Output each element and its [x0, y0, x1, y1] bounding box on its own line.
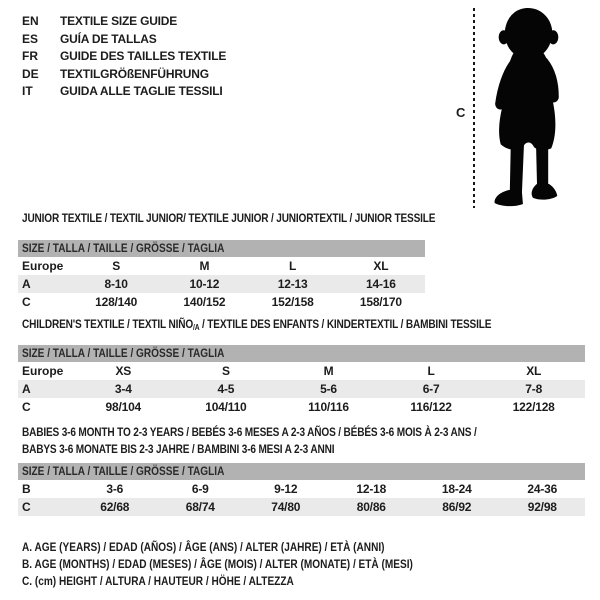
size-cell: S [221, 364, 230, 378]
size-cell: XS [115, 364, 132, 378]
height-cell: 86/92 [442, 500, 472, 514]
row-label: C [22, 500, 31, 514]
size-header-row [18, 240, 425, 257]
children-title-post: / TEXTILE DES ENFANTS / KINDERTEXTIL / BAMBINI TESSILE [199, 317, 492, 331]
age-cell: 8-10 [104, 277, 128, 291]
age-cell: 14-16 [366, 277, 396, 291]
row-label: C [22, 295, 31, 309]
age-cell: 7-8 [525, 382, 543, 396]
row-label: A [22, 382, 31, 396]
babies-title-line2-text: BABYS 3-6 MONATE BIS 2-3 JAHRE / BAMBINI 3-6 MESI A 2-3 ANNI [22, 442, 335, 456]
height-cell: 104/110 [205, 400, 247, 414]
size-header-row [18, 463, 585, 480]
children-title-pre: CHILDREN'S TEXTILE / TEXTIL NIÑO [22, 317, 194, 331]
height-cell: 110/116 [308, 400, 349, 414]
row-label: C [22, 400, 31, 414]
toddler-silhouette-icon [479, 6, 581, 208]
language-label: TEXTILGRÖßENFÜHRUNG [60, 66, 209, 81]
age-cell: 4-5 [217, 382, 235, 396]
language-row [22, 48, 226, 66]
height-cell: 140/152 [183, 295, 226, 309]
height-cell: 98/104 [105, 400, 142, 414]
size-cell: L [427, 364, 435, 378]
age-cell: 24-36 [527, 482, 558, 496]
height-cell: 152/158 [271, 295, 314, 309]
age-cell: 18-24 [441, 482, 472, 496]
babies-section-title-line1 [22, 425, 563, 439]
height-cell: 92/98 [527, 500, 557, 514]
children-size-table [18, 345, 585, 416]
language-code: ES [22, 31, 39, 46]
size-cell: L [289, 259, 297, 273]
table-row [18, 257, 425, 275]
footnote-b [22, 556, 487, 573]
height-measure-line [473, 8, 475, 208]
age-cell: 5-6 [320, 382, 337, 396]
height-cell: 128/140 [95, 295, 138, 309]
age-cell: 3-6 [106, 482, 124, 496]
footnote-a [22, 539, 487, 556]
table-row [18, 293, 425, 311]
language-row [22, 13, 226, 31]
children-section-title-text [22, 317, 491, 332]
language-code: FR [22, 49, 38, 63]
size-cell: M [199, 259, 210, 273]
row-label: Europe [22, 364, 64, 378]
age-cell: 6-9 [191, 482, 209, 496]
size-cell: XL [526, 364, 542, 378]
language-label: GUÍA DE TALLAS [60, 31, 157, 46]
table-row [18, 362, 585, 380]
table-row [18, 498, 585, 516]
language-code: EN [22, 14, 39, 28]
language-code: DE [22, 66, 39, 81]
size-cell: S [112, 259, 121, 273]
age-cell: 6-7 [422, 382, 440, 396]
language-code: IT [22, 84, 33, 98]
table-row [18, 275, 425, 293]
size-cell: XL [373, 259, 389, 273]
size-cell: M [323, 364, 334, 378]
height-cell: 116/122 [410, 400, 452, 414]
language-label: TEXTILE SIZE GUIDE [60, 14, 178, 28]
size-header-row [18, 345, 585, 362]
row-label: A [22, 277, 31, 291]
height-measure-label: C [456, 105, 466, 120]
height-cell: 158/170 [359, 295, 402, 309]
junior-section-title-text: JUNIOR TEXTILE / TEXTIL JUNIOR/ TEXTILE JUNIOR / JUNIORTEXTIL / JUNIOR TESSILE [22, 211, 436, 225]
row-label: Europe [22, 259, 64, 273]
height-cell: 122/128 [512, 400, 555, 414]
age-cell: 12-18 [356, 482, 387, 496]
footnote-a-text: A. AGE (YEARS) / EDAD (AÑOS) / ÂGE (ANS) / ALTER (JAHRE) / ETÀ (ANNI) [22, 540, 385, 554]
footnotes [22, 539, 487, 590]
footnote-b-text: B. AGE (MONTHS) / EDAD (MESES) / ÂGE (MOIS) / ALTER (MONATE) / ETÀ (MESI) [22, 557, 413, 571]
age-cell: 12-13 [277, 277, 308, 291]
height-cell: 68/74 [185, 500, 215, 514]
language-list [22, 13, 226, 101]
babies-title-line1-text: BABIES 3-6 MONTH TO 2-3 YEARS / BEBÉS 3-6 MESES A 2-3 AÑOS / BÉBÉS 3-6 MOIS À 2-3 ANS / [22, 425, 477, 439]
babies-section-title-line2 [22, 442, 394, 456]
language-row [22, 83, 226, 101]
children-title-sub: /A [193, 323, 200, 332]
height-cell: 80/86 [356, 500, 386, 514]
age-cell: 10-12 [189, 277, 220, 291]
size-header-text: SIZE / TALLA / TAILLE / GRÖSSE / TAGLIA [22, 346, 225, 360]
junior-size-table [18, 240, 425, 311]
language-label: GUIDA ALLE TAGLIE TESSILI [60, 84, 223, 98]
table-row [18, 380, 585, 398]
babies-size-table [18, 463, 585, 516]
language-row [22, 66, 226, 84]
table-row [18, 480, 585, 498]
footnote-c-text: C. (cm) HEIGHT / ALTURA / HAUTEUR / HÖHE / ALTEZZA [22, 574, 294, 588]
language-label: GUIDE DES TAILLES TEXTILE [60, 49, 227, 63]
row-label: B [22, 482, 31, 496]
height-cell: 62/68 [100, 500, 130, 514]
size-header-text: SIZE / TALLA / TAILLE / GRÖSSE / TAGLIA [22, 464, 225, 478]
age-cell: 3-4 [114, 382, 132, 396]
height-cell: 74/80 [271, 500, 301, 514]
size-header-text: SIZE / TALLA / TAILLE / GRÖSSE / TAGLIA [22, 241, 225, 255]
age-cell: 9-12 [274, 482, 298, 496]
table-row [18, 398, 585, 416]
junior-section-title [22, 211, 514, 225]
children-section-title [22, 317, 581, 332]
footnote-c [22, 573, 487, 590]
language-row [22, 31, 226, 49]
